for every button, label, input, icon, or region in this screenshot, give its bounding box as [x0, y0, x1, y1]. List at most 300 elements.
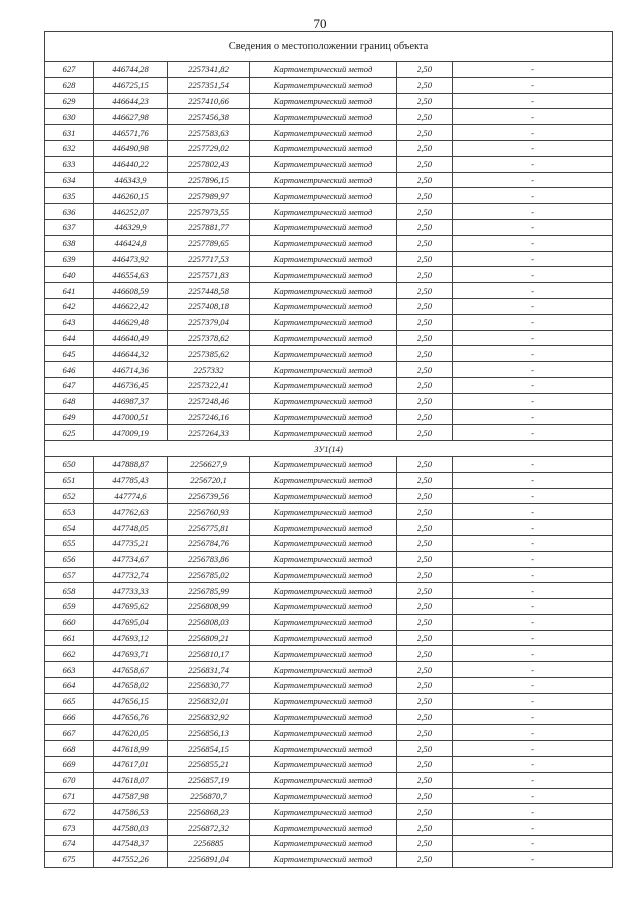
coordinate-x-cell: 447732,74	[94, 567, 168, 583]
method-cell: Картометрический метод	[250, 109, 397, 125]
table-row	[45, 788, 613, 804]
table-row	[45, 567, 613, 583]
description-cell: -	[453, 614, 613, 630]
description-cell: -	[453, 851, 613, 867]
point-number-cell: 665	[45, 693, 94, 709]
coordinate-y-cell: 2257881,77	[168, 219, 250, 235]
point-number-cell: 667	[45, 725, 94, 741]
method-cell: Картометрический метод	[250, 599, 397, 615]
accuracy-cell: 2,50	[397, 251, 453, 267]
method-cell: Картометрический метод	[250, 772, 397, 788]
accuracy-cell: 2,50	[397, 693, 453, 709]
table-row	[45, 741, 613, 757]
method-cell: Картометрический метод	[250, 820, 397, 836]
coordinate-y-cell: 2256627,9	[168, 456, 250, 472]
coordinate-y-cell: 2257264,33	[168, 425, 250, 441]
description-cell: -	[453, 156, 613, 172]
description-cell: -	[453, 630, 613, 646]
description-cell: -	[453, 788, 613, 804]
description-cell: -	[453, 836, 613, 852]
method-cell: Картометрический метод	[250, 362, 397, 378]
method-cell: Картометрический метод	[250, 725, 397, 741]
method-cell: Картометрический метод	[250, 851, 397, 867]
point-number-cell: 645	[45, 346, 94, 362]
description-cell: -	[453, 725, 613, 741]
point-number-cell: 670	[45, 772, 94, 788]
coordinate-y-cell: 2256870,7	[168, 788, 250, 804]
table-title-row	[45, 32, 613, 62]
coordinate-y-cell: 2256760,93	[168, 504, 250, 520]
table-row	[45, 456, 613, 472]
coordinate-y-cell: 2256856,13	[168, 725, 250, 741]
table-row	[45, 851, 613, 867]
table-row	[45, 772, 613, 788]
coordinate-x-cell: 446571,76	[94, 125, 168, 141]
table-row	[45, 614, 613, 630]
coordinate-x-cell: 447620,05	[94, 725, 168, 741]
point-number-cell: 629	[45, 93, 94, 109]
table-row	[45, 314, 613, 330]
method-cell: Картометрический метод	[250, 646, 397, 662]
accuracy-cell: 2,50	[397, 646, 453, 662]
table-row	[45, 409, 613, 425]
coordinate-x-cell: 446725,15	[94, 77, 168, 93]
coordinate-x-cell: 447009,19	[94, 425, 168, 441]
point-number-cell: 657	[45, 567, 94, 583]
coordinate-y-cell: 2257456,38	[168, 109, 250, 125]
accuracy-cell: 2,50	[397, 662, 453, 678]
coordinate-y-cell: 2257341,82	[168, 62, 250, 78]
coordinate-x-cell: 447774,6	[94, 488, 168, 504]
coordinate-y-cell: 2256720,1	[168, 472, 250, 488]
coordinate-x-cell: 446343,9	[94, 172, 168, 188]
description-cell: -	[453, 551, 613, 567]
method-cell: Картометрический метод	[250, 346, 397, 362]
coordinate-y-cell: 2256872,32	[168, 820, 250, 836]
accuracy-cell: 2,50	[397, 709, 453, 725]
accuracy-cell: 2,50	[397, 235, 453, 251]
table-row	[45, 520, 613, 536]
description-cell: -	[453, 820, 613, 836]
coordinate-x-cell: 447552,26	[94, 851, 168, 867]
coordinate-x-cell: 447658,67	[94, 662, 168, 678]
coordinate-x-cell: 446260,15	[94, 188, 168, 204]
point-number-cell: 666	[45, 709, 94, 725]
coordinate-x-cell: 447733,33	[94, 583, 168, 599]
table-row	[45, 583, 613, 599]
description-cell: -	[453, 267, 613, 283]
page-number: 70	[313, 16, 327, 31]
method-cell: Картометрический метод	[250, 504, 397, 520]
method-cell: Картометрический метод	[250, 219, 397, 235]
table-row	[45, 267, 613, 283]
table-row	[45, 298, 613, 314]
method-cell: Картометрический метод	[250, 788, 397, 804]
table-row	[45, 425, 613, 441]
accuracy-cell: 2,50	[397, 298, 453, 314]
description-cell: -	[453, 583, 613, 599]
description-cell: -	[453, 314, 613, 330]
method-cell: Картометрический метод	[250, 204, 397, 220]
accuracy-cell: 2,50	[397, 551, 453, 567]
description-cell: -	[453, 535, 613, 551]
description-cell: -	[453, 235, 613, 251]
method-cell: Картометрический метод	[250, 709, 397, 725]
coordinate-y-cell: 2256885	[168, 836, 250, 852]
coordinate-y-cell: 2257322,41	[168, 377, 250, 393]
section-header-row	[45, 441, 613, 457]
table-row	[45, 346, 613, 362]
method-cell: Картометрический метод	[250, 662, 397, 678]
point-number-cell: 627	[45, 62, 94, 78]
coordinate-x-cell: 446987,37	[94, 393, 168, 409]
coordinate-x-cell: 447586,53	[94, 804, 168, 820]
boundary-coordinates-table	[44, 31, 613, 868]
table-row	[45, 235, 613, 251]
method-cell: Картометрический метод	[250, 472, 397, 488]
table-row	[45, 377, 613, 393]
table-row	[45, 599, 613, 615]
coordinate-x-cell: 447785,43	[94, 472, 168, 488]
coordinate-y-cell: 2257571,83	[168, 267, 250, 283]
coordinate-y-cell: 2257583,63	[168, 125, 250, 141]
table-body	[45, 32, 613, 868]
accuracy-cell: 2,50	[397, 851, 453, 867]
method-cell: Картометрический метод	[250, 393, 397, 409]
coordinate-y-cell: 2256783,86	[168, 551, 250, 567]
accuracy-cell: 2,50	[397, 836, 453, 852]
accuracy-cell: 2,50	[397, 346, 453, 362]
point-number-cell: 658	[45, 583, 94, 599]
point-number-cell: 641	[45, 283, 94, 299]
accuracy-cell: 2,50	[397, 362, 453, 378]
point-number-cell: 652	[45, 488, 94, 504]
point-number-cell: 633	[45, 156, 94, 172]
table-title: Сведения о местоположении границ объекта	[45, 32, 613, 62]
accuracy-cell: 2,50	[397, 125, 453, 141]
accuracy-cell: 2,50	[397, 330, 453, 346]
description-cell: -	[453, 77, 613, 93]
point-number-cell: 649	[45, 409, 94, 425]
point-number-cell: 625	[45, 425, 94, 441]
accuracy-cell: 2,50	[397, 504, 453, 520]
coordinate-x-cell: 446440,22	[94, 156, 168, 172]
coordinate-x-cell: 446736,45	[94, 377, 168, 393]
description-cell: -	[453, 298, 613, 314]
accuracy-cell: 2,50	[397, 772, 453, 788]
description-cell: -	[453, 456, 613, 472]
description-cell: -	[453, 678, 613, 694]
method-cell: Картометрический метод	[250, 836, 397, 852]
coordinate-y-cell: 2256832,01	[168, 693, 250, 709]
accuracy-cell: 2,50	[397, 535, 453, 551]
description-cell: -	[453, 109, 613, 125]
method-cell: Картометрический метод	[250, 235, 397, 251]
method-cell: Картометрический метод	[250, 156, 397, 172]
table-row	[45, 172, 613, 188]
table-row	[45, 251, 613, 267]
description-cell: -	[453, 488, 613, 504]
point-number-cell: 647	[45, 377, 94, 393]
description-cell: -	[453, 93, 613, 109]
description-cell: -	[453, 204, 613, 220]
method-cell: Картометрический метод	[250, 520, 397, 536]
table-row	[45, 693, 613, 709]
method-cell: Картометрический метод	[250, 267, 397, 283]
coordinate-x-cell: 447617,01	[94, 757, 168, 773]
accuracy-cell: 2,50	[397, 725, 453, 741]
point-number-cell: 662	[45, 646, 94, 662]
point-number-cell: 637	[45, 219, 94, 235]
accuracy-cell: 2,50	[397, 172, 453, 188]
description-cell: -	[453, 709, 613, 725]
accuracy-cell: 2,50	[397, 314, 453, 330]
coordinate-x-cell: 446627,98	[94, 109, 168, 125]
coordinate-x-cell: 446629,48	[94, 314, 168, 330]
accuracy-cell: 2,50	[397, 267, 453, 283]
point-number-cell: 660	[45, 614, 94, 630]
coordinate-y-cell: 2257717,53	[168, 251, 250, 267]
coordinate-y-cell: 2257989,97	[168, 188, 250, 204]
accuracy-cell: 2,50	[397, 567, 453, 583]
table-row	[45, 140, 613, 156]
description-cell: -	[453, 757, 613, 773]
coordinate-y-cell: 2256831,74	[168, 662, 250, 678]
coordinate-y-cell: 2256854,15	[168, 741, 250, 757]
method-cell: Картометрический метод	[250, 172, 397, 188]
coordinate-y-cell: 2256785,99	[168, 583, 250, 599]
point-number-cell: 654	[45, 520, 94, 536]
coordinate-x-cell: 446473,92	[94, 251, 168, 267]
accuracy-cell: 2,50	[397, 62, 453, 78]
method-cell: Картометрический метод	[250, 630, 397, 646]
point-number-cell: 643	[45, 314, 94, 330]
coordinate-x-cell: 446744,28	[94, 62, 168, 78]
table-row	[45, 488, 613, 504]
coordinate-x-cell: 446622,42	[94, 298, 168, 314]
method-cell: Картометрический метод	[250, 535, 397, 551]
coordinate-y-cell: 2257896,15	[168, 172, 250, 188]
accuracy-cell: 2,50	[397, 820, 453, 836]
coordinate-y-cell: 2257408,18	[168, 298, 250, 314]
coordinate-y-cell: 2257248,46	[168, 393, 250, 409]
coordinate-x-cell: 446329,9	[94, 219, 168, 235]
method-cell: Картометрический метод	[250, 283, 397, 299]
coordinate-y-cell: 2257448,58	[168, 283, 250, 299]
accuracy-cell: 2,50	[397, 456, 453, 472]
accuracy-cell: 2,50	[397, 630, 453, 646]
accuracy-cell: 2,50	[397, 93, 453, 109]
method-cell: Картометрический метод	[250, 425, 397, 441]
description-cell: -	[453, 283, 613, 299]
accuracy-cell: 2,50	[397, 741, 453, 757]
coordinate-y-cell: 2256891,04	[168, 851, 250, 867]
method-cell: Картометрический метод	[250, 757, 397, 773]
point-number-cell: 669	[45, 757, 94, 773]
description-cell: -	[453, 330, 613, 346]
description-cell: -	[453, 804, 613, 820]
description-cell: -	[453, 772, 613, 788]
method-cell: Картометрический метод	[250, 409, 397, 425]
point-number-cell: 634	[45, 172, 94, 188]
coordinate-x-cell: 446640,49	[94, 330, 168, 346]
coordinate-y-cell: 2257802,43	[168, 156, 250, 172]
method-cell: Картометрический метод	[250, 298, 397, 314]
description-cell: -	[453, 472, 613, 488]
description-cell: -	[453, 140, 613, 156]
table-row	[45, 709, 613, 725]
accuracy-cell: 2,50	[397, 804, 453, 820]
coordinate-x-cell: 447762,63	[94, 504, 168, 520]
coordinate-x-cell: 446644,23	[94, 93, 168, 109]
table-row	[45, 77, 613, 93]
point-number-cell: 632	[45, 140, 94, 156]
method-cell: Картометрический метод	[250, 804, 397, 820]
coordinate-x-cell: 446490,98	[94, 140, 168, 156]
accuracy-cell: 2,50	[397, 283, 453, 299]
coordinate-y-cell: 2256810,17	[168, 646, 250, 662]
table-row	[45, 725, 613, 741]
coordinate-y-cell: 2256855,21	[168, 757, 250, 773]
description-cell: -	[453, 646, 613, 662]
description-cell: -	[453, 362, 613, 378]
table-row	[45, 551, 613, 567]
coordinate-x-cell: 447695,62	[94, 599, 168, 615]
coordinate-y-cell: 2256808,99	[168, 599, 250, 615]
accuracy-cell: 2,50	[397, 219, 453, 235]
method-cell: Картометрический метод	[250, 93, 397, 109]
table-row	[45, 535, 613, 551]
description-cell: -	[453, 567, 613, 583]
accuracy-cell: 2,50	[397, 156, 453, 172]
coordinate-y-cell: 2257378,62	[168, 330, 250, 346]
description-cell: -	[453, 219, 613, 235]
accuracy-cell: 2,50	[397, 77, 453, 93]
accuracy-cell: 2,50	[397, 678, 453, 694]
accuracy-cell: 2,50	[397, 204, 453, 220]
point-number-cell: 656	[45, 551, 94, 567]
point-number-cell: 646	[45, 362, 94, 378]
coordinate-x-cell: 447618,07	[94, 772, 168, 788]
method-cell: Картометрический метод	[250, 77, 397, 93]
coordinate-x-cell: 447656,15	[94, 693, 168, 709]
point-number-cell: 659	[45, 599, 94, 615]
coordinate-y-cell: 2257332	[168, 362, 250, 378]
coordinate-y-cell: 2257246,16	[168, 409, 250, 425]
coordinate-y-cell: 2257379,04	[168, 314, 250, 330]
coordinate-y-cell: 2256739,56	[168, 488, 250, 504]
point-number-cell: 673	[45, 820, 94, 836]
method-cell: Картометрический метод	[250, 125, 397, 141]
coordinate-x-cell: 447587,98	[94, 788, 168, 804]
accuracy-cell: 2,50	[397, 614, 453, 630]
description-cell: -	[453, 377, 613, 393]
table-row	[45, 646, 613, 662]
point-number-cell: 639	[45, 251, 94, 267]
method-cell: Картометрический метод	[250, 551, 397, 567]
method-cell: Картометрический метод	[250, 140, 397, 156]
description-cell: -	[453, 188, 613, 204]
coordinate-x-cell: 446714,36	[94, 362, 168, 378]
coordinate-y-cell: 2257410,66	[168, 93, 250, 109]
description-cell: -	[453, 662, 613, 678]
coordinate-y-cell: 2257351,54	[168, 77, 250, 93]
point-number-cell: 635	[45, 188, 94, 204]
description-cell: -	[453, 741, 613, 757]
coordinate-x-cell: 447656,76	[94, 709, 168, 725]
point-number-cell: 672	[45, 804, 94, 820]
table-row	[45, 62, 613, 78]
point-number-cell: 642	[45, 298, 94, 314]
method-cell: Картометрический метод	[250, 567, 397, 583]
description-cell: -	[453, 125, 613, 141]
accuracy-cell: 2,50	[397, 472, 453, 488]
coordinate-y-cell: 2256808,03	[168, 614, 250, 630]
method-cell: Картометрический метод	[250, 314, 397, 330]
coordinate-y-cell: 2256857,19	[168, 772, 250, 788]
point-number-cell: 675	[45, 851, 94, 867]
point-number-cell: 644	[45, 330, 94, 346]
point-number-cell: 668	[45, 741, 94, 757]
point-number-cell: 663	[45, 662, 94, 678]
table-row	[45, 125, 613, 141]
description-cell: -	[453, 172, 613, 188]
method-cell: Картометрический метод	[250, 583, 397, 599]
coordinate-x-cell: 447618,99	[94, 741, 168, 757]
point-number-cell: 671	[45, 788, 94, 804]
coordinate-y-cell: 2256785,02	[168, 567, 250, 583]
method-cell: Картометрический метод	[250, 614, 397, 630]
table-row	[45, 156, 613, 172]
method-cell: Картометрический метод	[250, 693, 397, 709]
coordinate-y-cell: 2257385,62	[168, 346, 250, 362]
accuracy-cell: 2,50	[397, 488, 453, 504]
point-number-cell: 651	[45, 472, 94, 488]
method-cell: Картометрический метод	[250, 377, 397, 393]
point-number-cell: 650	[45, 456, 94, 472]
coordinate-y-cell: 2256784,76	[168, 535, 250, 551]
description-cell: -	[453, 599, 613, 615]
coordinate-y-cell: 2256775,81	[168, 520, 250, 536]
accuracy-cell: 2,50	[397, 520, 453, 536]
description-cell: -	[453, 425, 613, 441]
method-cell: Картометрический метод	[250, 488, 397, 504]
accuracy-cell: 2,50	[397, 583, 453, 599]
method-cell: Картометрический метод	[250, 330, 397, 346]
coordinate-x-cell: 446554,63	[94, 267, 168, 283]
table-row	[45, 630, 613, 646]
method-cell: Картометрический метод	[250, 251, 397, 267]
accuracy-cell: 2,50	[397, 409, 453, 425]
table-row	[45, 330, 613, 346]
accuracy-cell: 2,50	[397, 599, 453, 615]
description-cell: -	[453, 393, 613, 409]
coordinate-x-cell: 447748,05	[94, 520, 168, 536]
table-row	[45, 362, 613, 378]
point-number-cell: 628	[45, 77, 94, 93]
method-cell: Картометрический метод	[250, 741, 397, 757]
table-row	[45, 188, 613, 204]
accuracy-cell: 2,50	[397, 188, 453, 204]
point-number-cell: 655	[45, 535, 94, 551]
point-number-cell: 630	[45, 109, 94, 125]
coordinate-x-cell: 447693,71	[94, 646, 168, 662]
coordinate-y-cell: 2256830,77	[168, 678, 250, 694]
table-row	[45, 219, 613, 235]
coordinate-x-cell: 446424,8	[94, 235, 168, 251]
coordinate-x-cell: 447000,51	[94, 409, 168, 425]
coordinate-x-cell: 447734,67	[94, 551, 168, 567]
